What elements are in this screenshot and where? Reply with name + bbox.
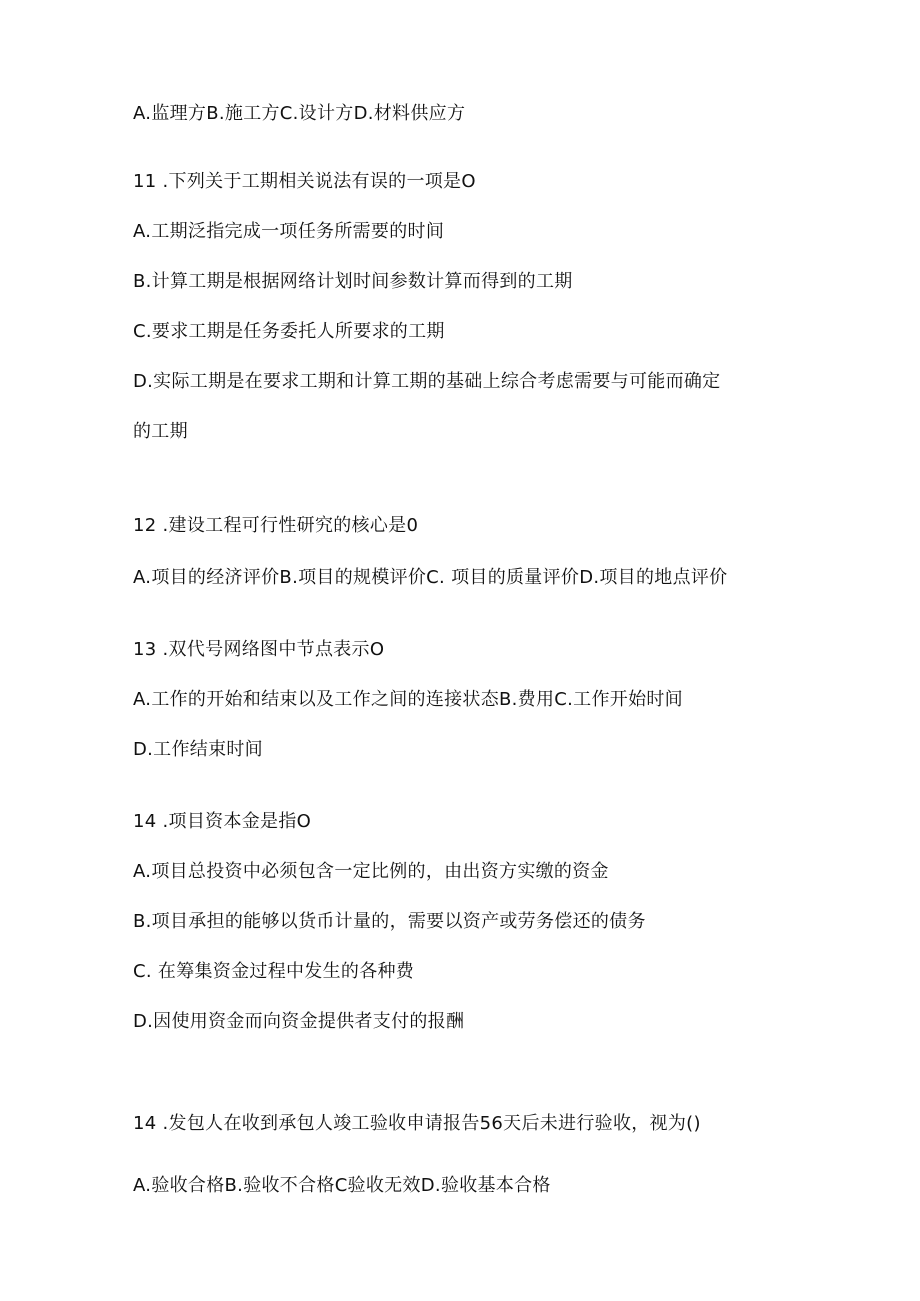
- q14-stem: 14 .项目资本金是指O: [133, 811, 312, 832]
- q14b-options: A.验收合格B.验收不合格C验收无效D.验收基本合格: [133, 1175, 551, 1196]
- q11-option-c: C.要求工期是任务委托人所要求的工期: [133, 321, 445, 342]
- q14-option-c: C. 在筹集资金过程中发生的各种费: [133, 961, 415, 982]
- q10-options: A.监理方B.施工方C.设计方D.材料供应方: [133, 103, 466, 124]
- q11-stem: 11 .下列关于工期相关说法有误的一项是O: [133, 171, 476, 192]
- q12-stem: 12 .建设工程可行性研究的核心是0: [133, 515, 419, 536]
- q13-stem: 13 .双代号网络图中节点表示O: [133, 639, 385, 660]
- q11-option-a: A.工期泛指完成一项任务所需要的时间: [133, 221, 445, 242]
- q14-option-d: D.因使用资金而向资金提供者支付的报酬: [133, 1011, 465, 1032]
- q11-option-d-continued: 的工期: [133, 421, 188, 442]
- q13-options: A.工作的开始和结束以及工作之间的连接状态B.费用C.工作开始时间: [133, 689, 683, 710]
- q14-option-b: B.项目承担的能够以货币计量的，需要以资产或劳务偿还的债务: [133, 911, 646, 932]
- q13-option-d: D.工作结束时间: [133, 739, 263, 760]
- q12-options: A.项目的经济评价B.项目的规模评价C. 项目的质量评价D.项目的地点评价: [133, 567, 728, 588]
- q14-option-a: A.项目总投资中必须包含一定比例的，由出资方实缴的资金: [133, 861, 609, 882]
- q11-option-d: D.实际工期是在要求工期和计算工期的基础上综合考虑需要与可能而确定: [133, 371, 721, 392]
- q11-option-b: B.计算工期是根据网络计划时间参数计算而得到的工期: [133, 271, 573, 292]
- q14b-stem: 14 .发包人在收到承包人竣工验收申请报告56天后未进行验收，视为(): [133, 1113, 701, 1134]
